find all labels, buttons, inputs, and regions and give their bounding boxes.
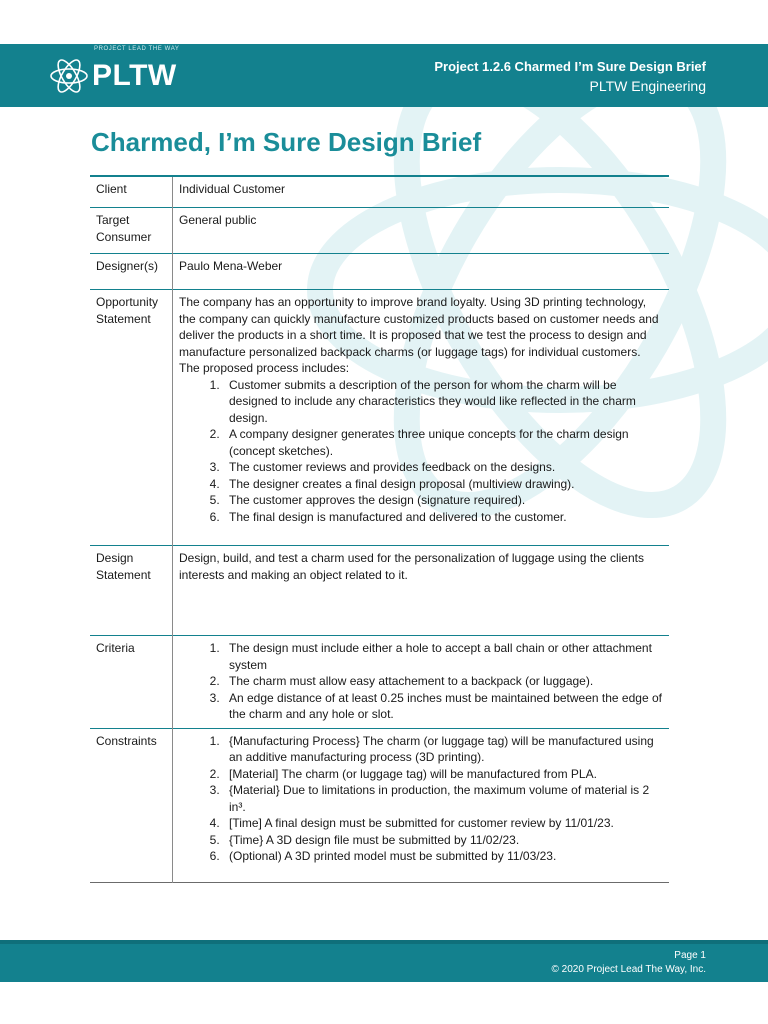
criteria-label: Criteria xyxy=(90,636,173,729)
page-number: Page 1 xyxy=(674,950,706,961)
opportunity-intro: The company has an opportunity to improve brand loyalty. Using 3D printing technology, the company can quickly manufacture customized products based on customer needs and deliver the products in a short time. It is proposed that we test the process to design and manufacture personalized backpack charms (or luggage tags) for individual customers. The proposed process includes: xyxy=(179,295,659,375)
row-design-statement xyxy=(90,546,669,636)
process-item: 6. The final design is manufactured and delivered to the customer. xyxy=(223,509,663,526)
criteria-value xyxy=(173,636,670,729)
constraint-item: 3. {Material} Due to limitations in production, the maximum volume of material is 2 in³. xyxy=(223,782,663,815)
document-title: Project 1.2.6 Charmed I’m Sure Design Brief xyxy=(434,59,706,74)
opportunity-value xyxy=(173,290,670,546)
copyright: © 2020 Project Lead The Way, Inc. xyxy=(551,964,706,975)
constraint-item: 6. (Optional) A 3D printed model must be submitted by 11/03/23. xyxy=(223,848,663,865)
client-value: Individual Customer xyxy=(179,182,286,196)
opportunity-label: Opportunity Statement xyxy=(90,290,173,546)
page-title: Charmed, I’m Sure Design Brief xyxy=(91,127,482,157)
process-item: 3. The customer reviews and provides feedback on the designs. xyxy=(223,459,663,476)
target-consumer-label: Target Consumer xyxy=(90,208,173,254)
row-client xyxy=(90,176,669,208)
process-item: 5. The customer approves the design (signature required). xyxy=(223,492,663,509)
constraints-list xyxy=(179,733,663,865)
row-criteria xyxy=(90,636,669,729)
criteria-item: 1. The design must include either a hole to accept a ball chain or other attachment system xyxy=(223,640,663,673)
atom-icon xyxy=(48,55,90,97)
criteria-list xyxy=(179,640,663,723)
logo-tagline: PROJECT LEAD THE WAY xyxy=(94,46,180,52)
target-consumer-value: General public xyxy=(179,213,257,227)
row-constraints xyxy=(90,728,669,882)
process-item: 4. The designer creates a final design proposal (multiview drawing). xyxy=(223,476,663,493)
row-designers xyxy=(90,254,669,290)
client-label: Client xyxy=(90,176,173,208)
design-statement-label: Design Statement xyxy=(90,546,173,636)
designers-label: Designer(s) xyxy=(90,254,173,290)
criteria-item: 3. An edge distance of at least 0.25 inches must be maintained between the edge of the charm and any hole or slot. xyxy=(223,690,663,723)
design-brief-table xyxy=(90,175,669,883)
process-list xyxy=(179,377,663,526)
designers-value: Paulo Mena-Weber xyxy=(179,259,283,273)
page-header xyxy=(0,44,768,107)
row-opportunity xyxy=(90,290,669,546)
footer-divider xyxy=(0,940,768,944)
design-statement-value: Design, build, and test a charm used for the personalization of luggage using the clients interests and making an object related to it. xyxy=(179,551,644,582)
page-footer xyxy=(0,940,768,982)
constraint-item: 2. [Material] The charm (or luggage tag) will be manufactured from PLA. xyxy=(223,766,663,783)
process-item: 1. Customer submits a description of the person for whom the charm will be designed to include any characteristics they would like reflected in the charm design. xyxy=(223,377,663,427)
criteria-item: 2. The charm must allow easy attachement to a backpack (or luggage). xyxy=(223,673,663,690)
constraints-label: Constraints xyxy=(90,728,173,882)
constraint-item: 5. {Time} A 3D design file must be submitted by 11/02/23. xyxy=(223,832,663,849)
constraint-item: 4. [Time] A final design must be submitted for customer review by 11/01/23. xyxy=(223,815,663,832)
row-target-consumer xyxy=(90,208,669,254)
constraint-item: 1. {Manufacturing Process} The charm (or luggage tag) will be manufactured using an additive manufacturing process (3D printing). xyxy=(223,733,663,766)
document-subtitle: PLTW Engineering xyxy=(589,78,706,94)
pltw-logo xyxy=(48,54,177,98)
process-item: 2. A company designer generates three unique concepts for the charm design (concept sketches). xyxy=(223,426,663,459)
logo-wordmark: PLTW xyxy=(92,59,177,92)
constraints-value xyxy=(173,728,670,882)
